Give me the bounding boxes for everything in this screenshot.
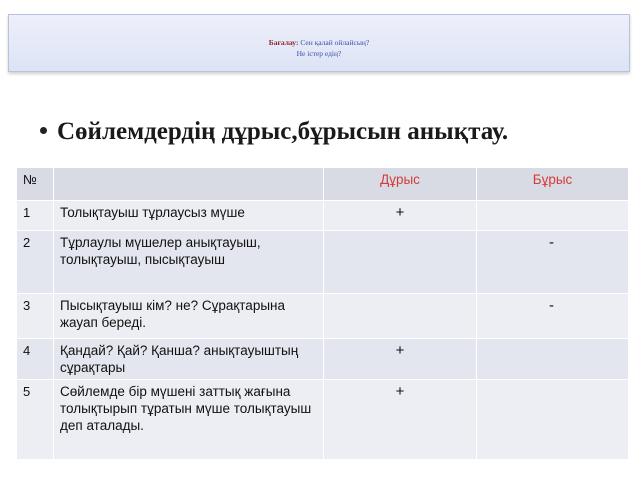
row-wrong-mark: [477, 380, 629, 460]
row-number: 5: [17, 380, 54, 460]
table-row: [17, 231, 629, 294]
row-correct-mark: [324, 231, 477, 294]
row-wrong-mark: [477, 339, 629, 380]
row-number: 4: [17, 339, 54, 380]
row-correct-mark: [324, 294, 477, 339]
row-statement: Сөйлемде бір мүшені заттық жағына толықтырып тұратын мүше толықтауыш деп аталады.: [54, 380, 324, 460]
row-correct-mark: +: [324, 201, 477, 231]
answer-table: [16, 167, 629, 460]
table-row: [17, 380, 629, 460]
header-question-1: Сен қалай ойлайсың?: [300, 38, 370, 47]
row-wrong-mark: [477, 201, 629, 231]
row-wrong-mark: -: [477, 294, 629, 339]
bullet-heading: [40, 118, 508, 146]
header-line-1: [9, 37, 629, 48]
row-number: 1: [17, 201, 54, 231]
header-blank: [54, 168, 324, 201]
row-statement: Тұрлаулы мүшелер анықтауыш, толықтауыш, пысықтауыш: [54, 231, 324, 294]
row-correct-mark: +: [324, 380, 477, 460]
row-number: 3: [17, 294, 54, 339]
header-wrong: Бұрыс: [477, 168, 629, 201]
table-row: [17, 201, 629, 231]
row-number: 2: [17, 231, 54, 294]
header-question-2: Не істер едің?: [296, 49, 342, 58]
header-label: Бағалау:: [268, 38, 299, 47]
row-statement: Толықтауыш тұрлаусыз мүше: [54, 201, 324, 231]
row-statement: Пысықтауыш кім? не? Сұрақтарына жауап береді.: [54, 294, 324, 339]
bullet-dot-icon: [40, 127, 47, 134]
row-statement: Қандай? Қай? Қанша? анықтауыштың сұрақтары: [54, 339, 324, 380]
header-correct: Дұрыс: [324, 168, 477, 201]
table-row: [17, 339, 629, 380]
table-row: [17, 294, 629, 339]
header-number: №: [17, 168, 54, 201]
header-banner: [8, 14, 630, 72]
row-wrong-mark: -: [477, 231, 629, 294]
row-correct-mark: +: [324, 339, 477, 380]
table-header-row: [17, 168, 629, 201]
bullet-text: Сөйлемдердің дұрыс,бұрысын анықтау.: [57, 118, 509, 145]
